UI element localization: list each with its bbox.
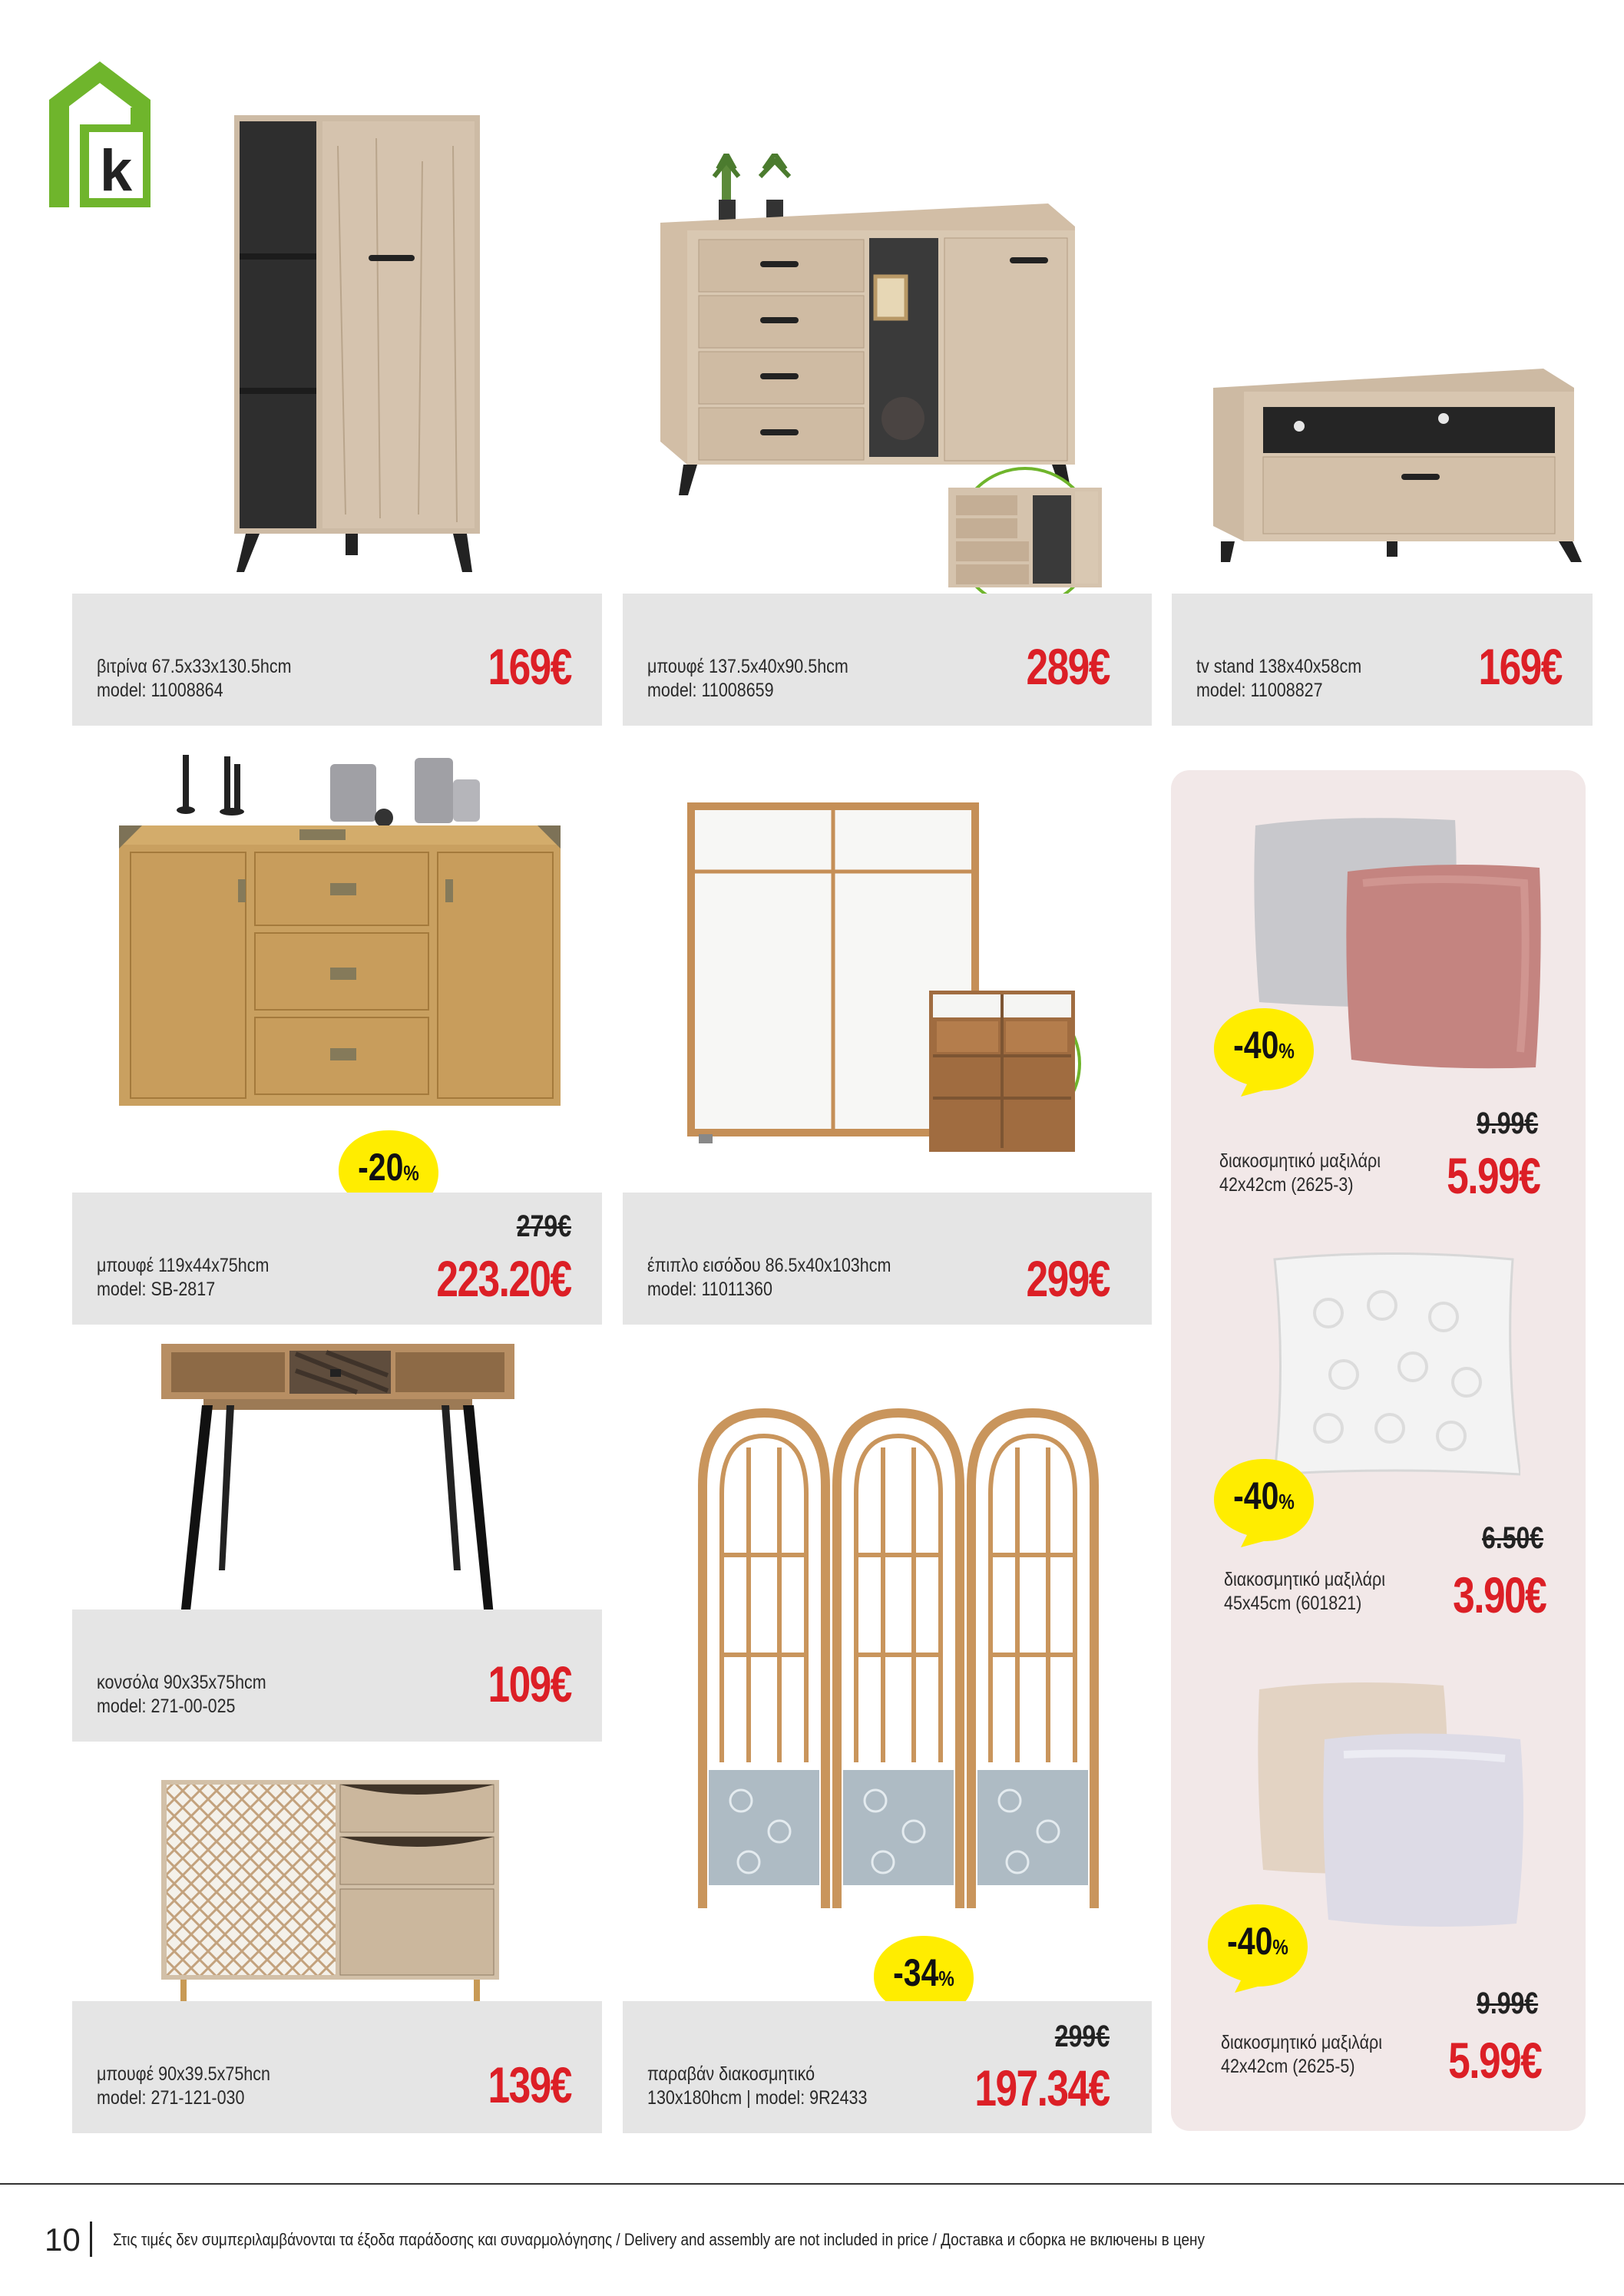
- product-name: έπιπλο εισόδου 86.5x40x103hcm: [647, 1255, 891, 1276]
- old-price: 6.50€: [1481, 1521, 1543, 1555]
- product-price: 5.99€: [1446, 1147, 1540, 1204]
- old-price: 299€: [1054, 2020, 1110, 2053]
- cushion-description: [1221, 2031, 1382, 2079]
- product-card-sideboard-11008659[interactable]: [623, 594, 1152, 726]
- product-price: 109€: [488, 1656, 571, 1712]
- product-card-vitrina[interactable]: [72, 594, 602, 726]
- product-description: [97, 655, 291, 703]
- product-price: 5.99€: [1447, 2032, 1541, 2089]
- product-card-entrance[interactable]: [623, 1193, 1152, 1325]
- product-card-sideboard-sb2817[interactable]: [72, 1193, 602, 1325]
- product-name: διακοσμητικό μαξιλάρι: [1219, 1150, 1381, 1172]
- product-price: 289€: [1026, 638, 1110, 695]
- product-card-room-divider[interactable]: [623, 2001, 1152, 2133]
- discount-badge: -40%: [1210, 1004, 1318, 1097]
- product-card-tv-stand[interactable]: [1172, 594, 1593, 726]
- product-model: 45x45cm (601821): [1224, 1593, 1362, 1614]
- brand-logo: [49, 61, 150, 207]
- product-description: [97, 2063, 270, 2110]
- product-price: 3.90€: [1452, 1567, 1546, 1623]
- old-price: 279€: [516, 1209, 571, 1243]
- product-name: μπουφέ 137.5x40x90.5hcm: [647, 656, 848, 677]
- product-price: 223.20€: [436, 1250, 571, 1307]
- page-number: 10: [45, 2222, 81, 2258]
- oak-sideboard-image: [115, 749, 568, 1121]
- product-name: βιτρίνα 67.5x33x130.5hcm: [97, 656, 292, 677]
- product-card-sideboard-271-121-030[interactable]: [72, 2001, 602, 2133]
- product-model: 130x180hcm | model: 9R2433: [647, 2087, 868, 2109]
- product-model: 42x42cm (2625-5): [1221, 2056, 1355, 2077]
- product-price: 169€: [1478, 638, 1562, 695]
- product-model: model: 11008827: [1196, 680, 1323, 701]
- product-card-console[interactable]: [72, 1610, 602, 1742]
- product-model: model: 11008864: [97, 680, 223, 701]
- sideboard-open-inset: [933, 465, 1117, 610]
- product-model: model: 271-00-025: [97, 1696, 236, 1717]
- cushion-description: [1219, 1150, 1381, 1197]
- product-model: model: SB-2817: [97, 1279, 216, 1300]
- discount-badge: -20%: [335, 1126, 442, 1219]
- cushion-description: [1224, 1568, 1385, 1616]
- footer-divider: [0, 2183, 1624, 2185]
- product-description: [647, 1254, 891, 1302]
- entrance-cabinet-image: [683, 795, 1083, 1163]
- product-model: model: 11011360: [647, 1279, 772, 1300]
- old-price: 9.99€: [1476, 1987, 1538, 2020]
- cushion-beige-lavender-image: [1252, 1678, 1528, 1931]
- product-price: 299€: [1026, 1250, 1110, 1307]
- room-divider-image: [687, 1401, 1117, 1916]
- old-price: 9.99€: [1476, 1107, 1538, 1140]
- product-model: model: 11008659: [647, 680, 774, 701]
- product-name: μπουφέ 119x44x75hcm: [97, 1255, 270, 1276]
- product-name: κονσόλα 90x35x75hcm: [97, 1672, 266, 1693]
- discount-badge: -40%: [1210, 1455, 1318, 1547]
- footer-disclaimer: Στις τιμές δεν συμπεριλαμβάνονται τα έξοδα παράδοσης και συναρμολόγησης / Delivery and assembly are not included in price / Доставка и сборка не включены в цену: [113, 2230, 1205, 2249]
- console-table-image: [157, 1340, 518, 1639]
- logo-letter: k: [99, 138, 133, 203]
- cushion-white-image: [1267, 1252, 1520, 1482]
- product-name: tv stand 138x40x58cm: [1196, 656, 1362, 677]
- product-name: μπουφέ 90x39.5x75hcn: [97, 2063, 270, 2085]
- product-description: [97, 1254, 269, 1302]
- product-description: [647, 655, 848, 703]
- tv-stand-image: [1206, 361, 1582, 568]
- product-model: model: 271-121-030: [97, 2087, 245, 2109]
- discount-badge: -34%: [870, 1932, 977, 2024]
- product-price: 197.34€: [974, 2059, 1110, 2116]
- product-price: 169€: [488, 638, 571, 695]
- page-number-separator: [90, 2222, 92, 2257]
- product-description: [647, 2063, 867, 2110]
- product-name: παραβάν διακοσμητικό: [647, 2063, 815, 2085]
- product-description: [97, 1671, 266, 1719]
- product-model: 42x42cm (2625-3): [1219, 1174, 1354, 1196]
- product-description: [1196, 655, 1361, 703]
- vitrina-image: [223, 115, 488, 572]
- discount-badge: -40%: [1204, 1901, 1311, 1993]
- product-name: διακοσμητικό μαξιλάρι: [1224, 1569, 1386, 1590]
- product-price: 139€: [488, 2056, 571, 2113]
- product-name: διακοσμητικό μαξιλάρι: [1221, 2032, 1383, 2053]
